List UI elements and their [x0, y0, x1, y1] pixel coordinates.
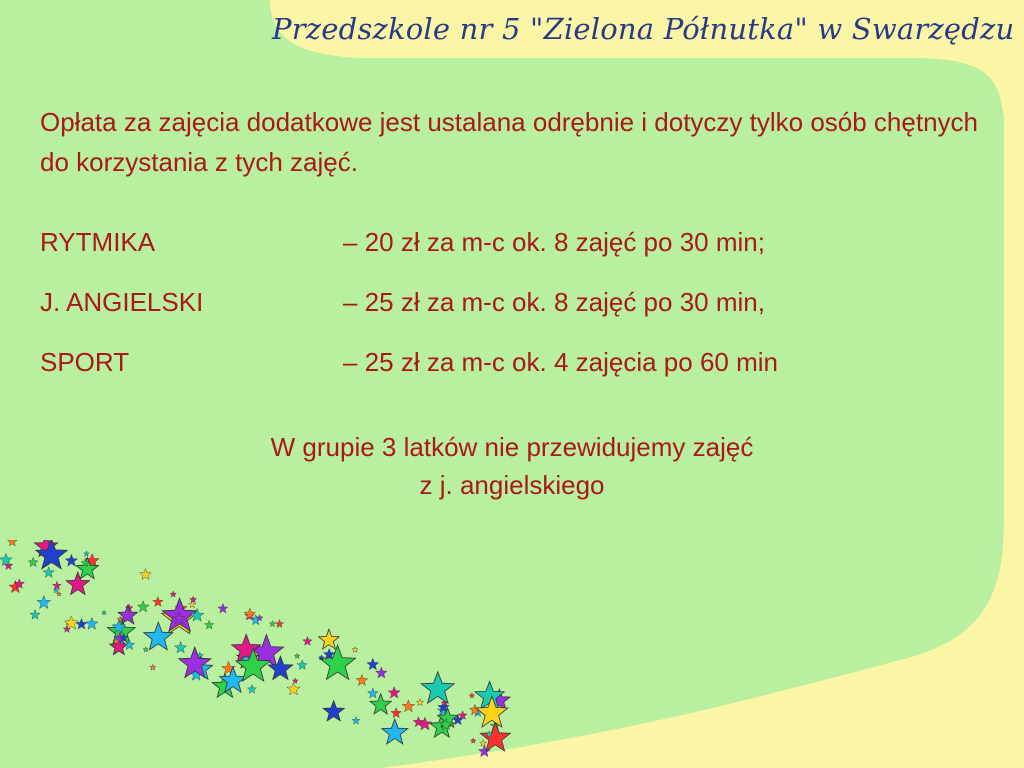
star-icon	[153, 597, 163, 607]
star-icon	[303, 637, 312, 646]
star-icon	[319, 629, 340, 649]
star-icon	[382, 719, 408, 744]
fee-name: J. ANGIELSKI	[40, 287, 204, 317]
note-line-2: z j. angielskiego	[419, 470, 605, 500]
star-icon	[65, 554, 77, 566]
star-icon	[137, 601, 149, 612]
star-icon	[480, 740, 487, 747]
fee-detail: – 25 zł za m-c ok. 8 zajęć po 30 min,	[343, 287, 765, 317]
fee-detail: – 25 zł za m-c ok. 4 zajęcia po 60 min	[343, 347, 778, 377]
fee-row-rytmika	[40, 222, 1000, 282]
star-icon	[376, 667, 388, 678]
fee-name: RYTMIKA	[40, 227, 156, 257]
star-icon	[388, 687, 400, 698]
fee-row-sport	[40, 342, 1000, 402]
star-icon	[144, 622, 173, 650]
note-3-year-olds	[0, 428, 1024, 504]
star-icon	[402, 700, 415, 712]
star-icon	[43, 567, 54, 578]
fee-detail: – 20 zł za m-c ok. 8 zajęć po 30 min;	[343, 227, 765, 257]
star-icon	[356, 674, 368, 685]
star-icon	[28, 557, 38, 566]
star-icon	[84, 551, 90, 556]
star-icon	[275, 620, 283, 628]
star-icon	[143, 647, 148, 652]
fee-row-angielski	[40, 282, 1000, 342]
fee-name: SPORT	[40, 347, 130, 377]
star-icon	[471, 738, 477, 743]
star-icon	[0, 553, 12, 565]
star-icon	[469, 693, 475, 698]
star-icon	[53, 581, 61, 589]
star-icon	[8, 540, 18, 546]
star-icon	[416, 699, 423, 706]
star-icon	[218, 603, 228, 613]
note-line-1: W grupie 3 latków nie przewidujemy zajęć	[270, 432, 754, 462]
star-cluster-icon	[0, 540, 520, 768]
star-icon	[102, 610, 107, 615]
star-icon	[370, 694, 391, 714]
star-icon	[247, 685, 256, 694]
star-icon	[66, 572, 89, 594]
star-icon	[269, 621, 275, 627]
star-icon	[190, 596, 197, 603]
star-icon	[150, 664, 156, 670]
star-icon	[391, 708, 401, 718]
star-icon	[421, 672, 454, 704]
star-icon	[86, 617, 98, 629]
header-title: Przedszkole nr 5 "Zielona Półnutka" w Swarzędzu	[272, 12, 1015, 46]
star-icon	[287, 682, 300, 695]
star-icon	[323, 701, 344, 721]
star-icon	[170, 591, 176, 597]
star-icon	[175, 642, 187, 653]
star-icon	[368, 688, 379, 698]
fee-list	[40, 222, 1000, 402]
intro-paragraph: Opłata za zajęcia dodatkowe jest ustalana odrębnie i dotyczy tylko osób chętnych do korzystania z tych zajęć.	[40, 107, 978, 177]
star-icon	[352, 717, 360, 725]
star-icon	[76, 619, 87, 630]
star-icon	[352, 647, 358, 653]
star-icon	[30, 610, 40, 620]
star-icon	[320, 645, 356, 679]
star-icon	[140, 569, 152, 580]
star-icon	[367, 658, 379, 670]
star-icon	[294, 653, 300, 658]
star-icon	[205, 620, 214, 629]
star-icon	[297, 660, 307, 669]
star-icon	[37, 595, 51, 608]
